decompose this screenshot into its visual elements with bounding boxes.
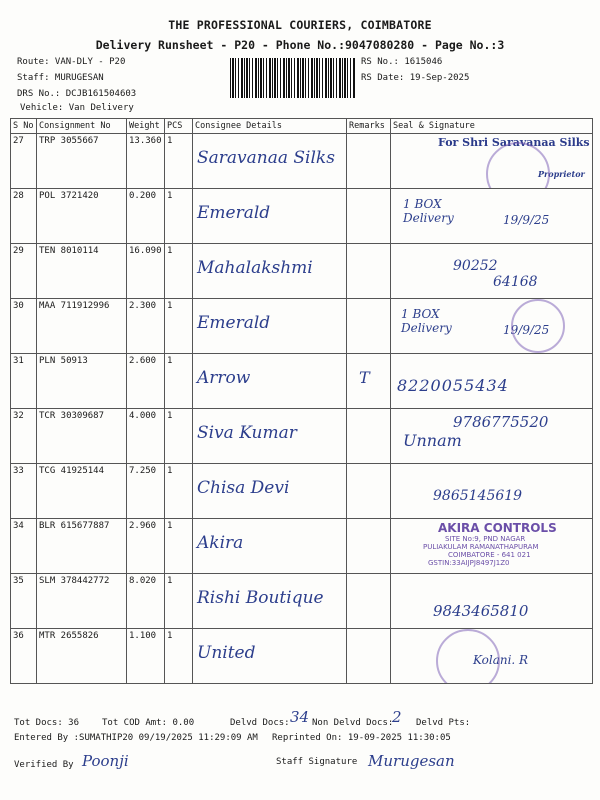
stamp-city-line: COIMBATORE - 641 021 [448,551,531,559]
cell-weight: 7.250 [127,464,165,519]
delivered-docs-label: Delvd Docs: [230,718,290,728]
seal-handwriting: Unnam [403,431,462,450]
total-cod-amount: Tot COD Amt: 0.00 [102,718,195,728]
delivered-pts-label: Delvd Pts: [416,718,471,728]
cell-consignment: BLR 615677887 [37,519,127,574]
cell-consignee [193,244,347,299]
cell-remarks [347,574,391,629]
cell-consignment: TCG 41925144 [37,464,127,519]
cell-sno: 27 [11,134,37,189]
consignee-handwriting: Chisa Devi [197,478,290,498]
cell-pcs: 1 [165,464,193,519]
cell-remarks [347,354,391,409]
cell-weight: 0.200 [127,189,165,244]
cell-sno: 34 [11,519,37,574]
cell-consignee [193,519,347,574]
cell-seal [391,354,593,409]
cell-remarks [347,519,391,574]
cell-seal [391,629,593,684]
cell-sno: 33 [11,464,37,519]
cell-sno: 36 [11,629,37,684]
entered-by: Entered By :SUMATHIP20 09/19/2025 11:29:09 AM [14,733,258,743]
consignee-handwriting: Arrow [197,368,251,388]
seal-phone-number: 8220055434 [397,376,509,395]
delivered-docs-value: 34 [290,708,310,726]
rs-number: RS No.: 1615046 [361,57,443,67]
cell-consignee [193,189,347,244]
rs-date: RS Date: 19-Sep-2025 [361,73,470,83]
consignee-handwriting: Saravanaa Silks [197,148,335,168]
table-row [11,189,593,244]
cell-consignee [193,574,347,629]
stamp-gstin-line: GSTIN:33AIJPJ8497J1Z0 [428,559,510,567]
cell-seal [391,189,593,244]
cell-remarks [347,189,391,244]
consignee-handwriting: United [197,643,256,663]
cell-seal [391,134,593,189]
cell-pcs: 1 [165,189,193,244]
seal-signature: Kolani. R [473,653,529,667]
cell-consignment: PLN 50913 [37,354,127,409]
cell-pcs: 1 [165,629,193,684]
cell-consignment: TRP 3055667 [37,134,127,189]
cell-seal [391,244,593,299]
cell-seal [391,464,593,519]
cell-weight: 13.360 [127,134,165,189]
seal-handwriting: 1 BOX [401,307,440,321]
cell-weight: 1.100 [127,629,165,684]
seal-phone-number: 9786775520 [453,413,549,431]
seal-proprietor-text: Proprietor [538,169,585,179]
reprinted-on: Reprinted On: 19-09-2025 11:30:05 [272,733,451,743]
cell-pcs: 1 [165,354,193,409]
stamp-address-line: PULIAKULAM RAMANATHAPURAM [423,543,539,551]
cell-consignee [193,409,347,464]
cell-weight: 4.000 [127,409,165,464]
company-title: THE PROFESSIONAL COURIERS, COIMBATORE [168,18,432,32]
cell-consignment: POL 3721420 [37,189,127,244]
cell-consignment: MAA 711912996 [37,299,127,354]
seal-handwriting: Delivery [403,211,454,225]
cell-pcs: 1 [165,244,193,299]
consignee-handwriting: Siva Kumar [197,423,297,443]
col-header-seal: Seal & Signature [391,119,593,134]
staff-label: Staff: MURUGESAN [17,73,104,83]
staff-signature-label: Staff Signature [276,757,358,767]
cell-pcs: 1 [165,134,193,189]
route-label: Route: VAN-DLY - P20 [17,57,126,67]
cell-seal [391,519,593,574]
consignee-handwriting: Emerald [197,203,271,223]
cell-remarks [347,299,391,354]
cell-remarks [347,409,391,464]
table-row [11,354,593,409]
table-row [11,464,593,519]
cell-consignee [193,629,347,684]
cell-consignee [193,134,347,189]
table-row [11,134,593,189]
cell-weight: 2.300 [127,299,165,354]
cell-consignee [193,299,347,354]
cell-pcs: 1 [165,299,193,354]
table-row [11,519,593,574]
cell-consignment: TEN 8010114 [37,244,127,299]
table-row [11,244,593,299]
seal-handwriting: 64168 [493,274,538,290]
table-row [11,299,593,354]
cell-pcs: 1 [165,409,193,464]
cell-weight: 8.020 [127,574,165,629]
cell-sno: 29 [11,244,37,299]
cell-weight: 2.960 [127,519,165,574]
cell-remarks [347,244,391,299]
cell-seal [391,299,593,354]
col-header-sno: S No [11,119,37,134]
barcode-image [230,58,355,98]
seal-date: 19/9/25 [503,323,550,337]
cell-sno: 32 [11,409,37,464]
col-header-consignment: Consignment No [37,119,127,134]
remark-text: T [359,368,370,387]
cell-consignment: SLM 378442772 [37,574,127,629]
cell-consignment: MTR 2655826 [37,629,127,684]
stamp-address-line: SITE No:9, PND NAGAR [445,535,526,543]
drs-number: DRS No.: DCJB161504603 [17,89,137,99]
cell-weight: 16.090 [127,244,165,299]
runsheet-subtitle: Delivery Runsheet - P20 - Phone No.:9047080280 - Page No.:3 [95,38,505,52]
cell-remarks [347,629,391,684]
runsheet-table [10,118,593,684]
stamp-company-name: AKIRA CONTROLS [438,521,557,535]
seal-phone-number: 9843465810 [433,602,529,620]
cell-sno: 30 [11,299,37,354]
col-header-consignee: Consignee Details [193,119,347,134]
col-header-remarks: Remarks [347,119,391,134]
cell-seal [391,574,593,629]
verified-by-signature: Poonji [82,752,129,770]
cell-remarks [347,464,391,519]
staff-signature: Murugesan [368,752,455,770]
seal-company-text: For Shri Saravanaa Silks [438,136,590,149]
cell-sno: 31 [11,354,37,409]
round-stamp [436,629,500,684]
consignee-handwriting: Akira [197,533,244,553]
table-header-row [11,119,593,134]
seal-handwriting: 1 BOX [403,197,442,211]
consignee-handwriting: Mahalakshmi [197,258,313,278]
col-header-weight: Weight [127,119,165,134]
round-stamp [511,299,565,353]
cell-pcs: 1 [165,519,193,574]
consignee-handwriting: Rishi Boutique [197,588,324,608]
non-delivered-docs-value: 2 [392,708,402,726]
cell-consignment: TCR 30309687 [37,409,127,464]
cell-remarks [347,134,391,189]
seal-phone-number: 9865145619 [433,488,523,504]
cell-weight: 2.600 [127,354,165,409]
cell-sno: 35 [11,574,37,629]
table-row [11,574,593,629]
total-docs: Tot Docs: 36 [14,718,80,728]
col-header-pcs: PCS [165,119,193,134]
consignee-handwriting: Emerald [197,313,271,333]
verified-by-label: Verified By [14,760,74,770]
seal-handwriting: 90252 [453,258,498,274]
seal-date: 19/9/25 [503,213,550,227]
cell-pcs: 1 [165,574,193,629]
table-row [11,409,593,464]
cell-consignee [193,354,347,409]
cell-consignee [193,464,347,519]
vehicle-label: Vehicle: Van Delivery [20,103,134,113]
table-row [11,629,593,684]
seal-handwriting: Delivery [401,321,452,335]
cell-seal [391,409,593,464]
non-delivered-docs-label: Non Delvd Docs: [312,718,394,728]
cell-sno: 28 [11,189,37,244]
